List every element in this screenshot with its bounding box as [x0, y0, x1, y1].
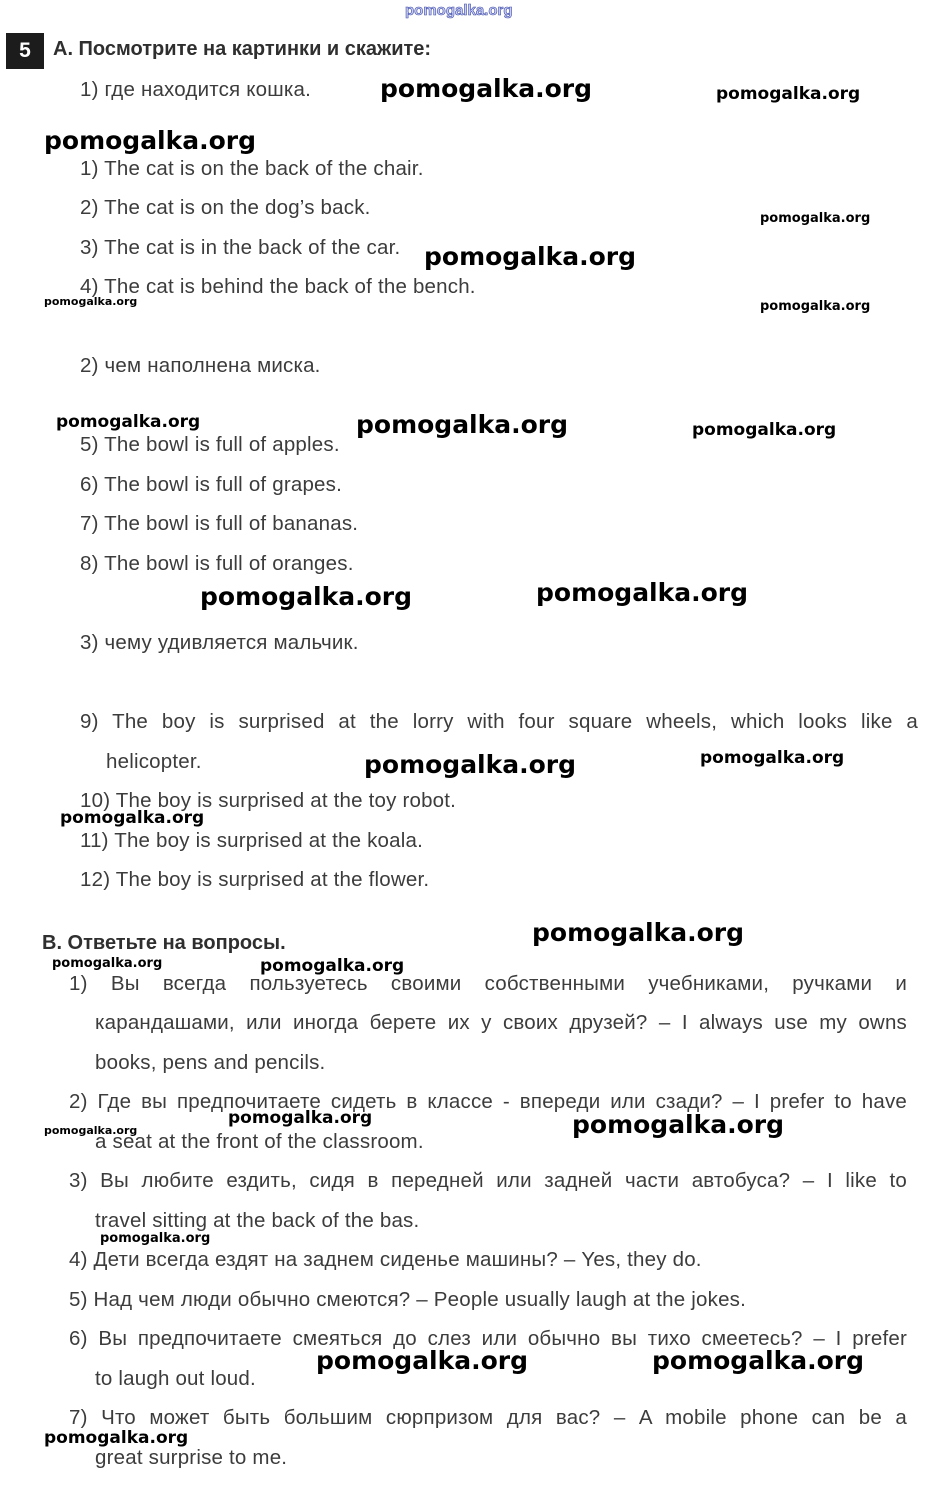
top-watermark: pomogalka.org — [405, 2, 513, 19]
b-line-8: 4) Дети всегда ездят на заднем сиденье машины? – Yes, they do. — [69, 1248, 702, 1271]
b-line-9: 5) Над чем люди обычно смеются? – People usually laugh at the jokes. — [69, 1288, 747, 1311]
watermark: pomogalka.org — [760, 211, 871, 226]
b-line-5: a seat at the front of the classroom. — [95, 1130, 424, 1153]
answer-2: 2) The cat is on the dog’s back. — [80, 196, 371, 219]
section-b-heading: B. Ответьте на вопросы. — [42, 932, 286, 954]
watermark: pomogalka.org — [536, 578, 749, 607]
b-line-3: books, pens and pencils. — [95, 1051, 326, 1074]
watermark: pomogalka.org — [44, 1124, 138, 1137]
section-a-heading: A. Посмотрите на картинки и скажите: — [53, 38, 432, 60]
answer-9-line-2: helicopter. — [106, 750, 202, 773]
watermark: pomogalka.org — [424, 242, 637, 271]
question-1: 1) где находится кошка. — [80, 78, 312, 101]
watermark: pomogalka.org — [760, 299, 871, 314]
b-line-10: 6) Вы предпочитаете смеяться до слез или обычно вы тихо смеетесь? – I prefer — [69, 1327, 907, 1350]
watermark: pomogalka.org — [44, 1428, 189, 1448]
b-line-7: travel sitting at the back of the bas. — [95, 1209, 420, 1232]
watermark: pomogalka.org — [44, 126, 257, 155]
watermark: pomogalka.org — [316, 1346, 529, 1375]
watermark: pomogalka.org — [356, 410, 569, 439]
b-line-13: great surprise to me. — [95, 1446, 288, 1469]
watermark: pomogalka.org — [52, 956, 163, 971]
b-line-1: 1) Вы всегда пользуетесь своими собственными учебниками, ручками и — [69, 972, 907, 995]
b-line-11: to laugh out loud. — [95, 1367, 256, 1390]
watermark: pomogalka.org — [716, 84, 861, 104]
answer-1: 1) The cat is on the back of the chair. — [80, 157, 424, 180]
watermark: pomogalka.org — [200, 582, 413, 611]
answer-10: 10) The boy is surprised at the toy robot. — [80, 789, 457, 812]
watermark: pomogalka.org — [692, 420, 837, 440]
watermark: pomogalka.org — [380, 74, 593, 103]
watermark: pomogalka.org — [100, 1231, 211, 1246]
answer-8: 8) The bowl is full of oranges. — [80, 552, 354, 575]
watermark: pomogalka.org — [44, 295, 138, 308]
watermark: pomogalka.org — [572, 1110, 785, 1139]
answer-7: 7) The bowl is full of bananas. — [80, 512, 359, 535]
watermark: pomogalka.org — [260, 956, 405, 976]
b-line-12: 7) Что может быть большим сюрпризом для вас? – A mobile phone can be a — [69, 1406, 907, 1429]
watermark: pomogalka.org — [56, 412, 201, 432]
answer-12: 12) The boy is surprised at the flower. — [80, 868, 430, 891]
answer-6: 6) The bowl is full of grapes. — [80, 473, 342, 496]
b-line-2: карандашами, или иногда берете их у своих друзей? – I always use my owns — [95, 1011, 907, 1034]
answer-5: 5) The bowl is full of apples. — [80, 433, 340, 456]
answer-4: 4) The cat is behind the back of the bench. — [80, 275, 476, 298]
b-line-4: 2) Где вы предпочитаете сидеть в классе - впереди или сзади? – I prefer to have — [69, 1090, 907, 1113]
answer-11: 11) The boy is surprised at the koala. — [80, 829, 423, 852]
watermark: pomogalka.org — [364, 750, 577, 779]
b-line-6: 3) Вы любите ездить, сидя в передней или задней части автобуса? – I like to — [69, 1169, 907, 1192]
question-2: 2) чем наполнена миска. — [80, 354, 321, 377]
exercise-number-badge: 5 — [6, 33, 44, 69]
question-3: 3) чему удивляется мальчик. — [80, 631, 359, 654]
watermark: pomogalka.org — [700, 748, 845, 768]
watermark: pomogalka.org — [228, 1108, 373, 1128]
answer-9-line-1: 9) The boy is surprised at the lorry with four square wheels, which looks like a — [80, 710, 918, 733]
watermark: pomogalka.org — [532, 918, 745, 947]
answer-3: 3) The cat is in the back of the car. — [80, 236, 401, 259]
watermark: pomogalka.org — [60, 808, 205, 828]
watermark: pomogalka.org — [652, 1346, 865, 1375]
